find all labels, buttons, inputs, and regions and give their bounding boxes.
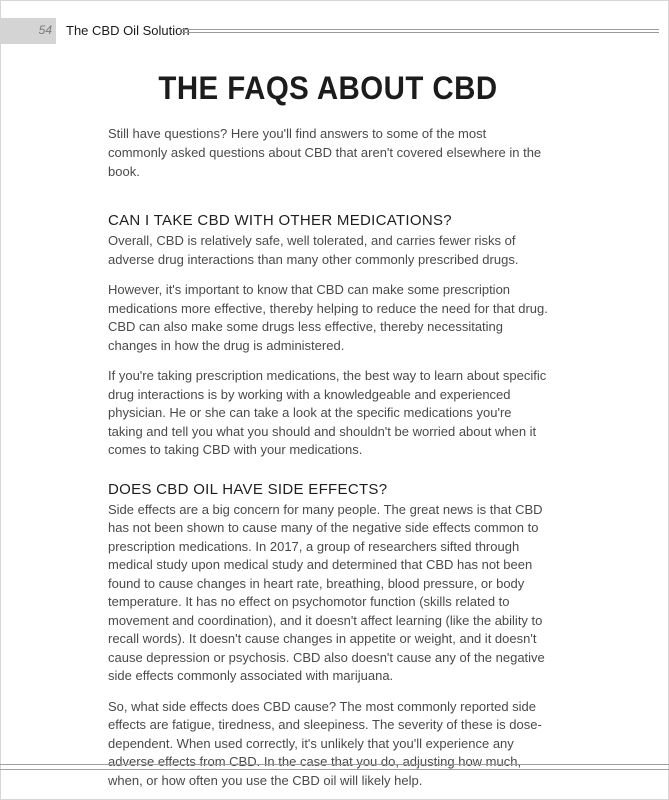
header-rule (180, 29, 659, 33)
paragraph: However, it's important to know that CBD can make some prescription medications more effective, thereby helping to reduce the need for that drug. CBD can also make some drugs less effective, thereby necessitating changes in how the drug is administered. (108, 282, 548, 353)
paragraph: If you're taking prescription medications, the best way to learn about specific drug interactions is by working with a knowledgeable and experienced physician. He or she can take a look at the specific medications you're taking and tell you what you should and shouldn't be worried about when it comes to taking CBD with your medications. (108, 368, 547, 457)
footer-rule (0, 764, 669, 770)
paragraph: Side effects are a big concern for many people. The great news is that CBD has not been shown to cause many of the negative side effects common to prescription medications. In 2017, a group of researchers sifted through medical study upon medical study and determined that CBD has not been found to cause changes in heart rate, breathing, blood pressure, or body temperature. It has no effect on psychomotor function (skills related to movement and coordination), and it doesn't affect learning (like the ability to recall words). It doesn't cause changes in appetite or weight, and it doesn't cause depression or psychosis. CBD also doesn't cause any of the negative side effects commonly associated with marijuana. (108, 501, 545, 683)
paragraph: So, what side effects does CBD cause? The most commonly reported side effects are fatigue, tiredness, and sleepiness. The severity of these is dose-dependent. When used correctly, it's unlikely that you'll experience any adverse effects from CBD. In the case that you do, adjusting how much, when, or how often you use the CBD oil will likely help. (108, 698, 542, 788)
page-number: 54 (38, 23, 52, 37)
book-title: The CBD Oil Solution (66, 23, 190, 38)
running-header (0, 18, 669, 44)
section-heading-medications: CAN I TAKE CBD WITH OTHER MEDICATIONS? (108, 212, 452, 229)
section-heading-side-effects: DOES CBD OIL HAVE SIDE EFFECTS? (108, 480, 388, 498)
page-title: THE FAQS ABOUT CBD (158, 70, 498, 106)
page-content (108, 64, 548, 790)
intro-paragraph: Still have questions? Here you'll find answers to some of the most commonly asked questions about CBD that aren't covered elsewhere in the book. (108, 126, 542, 179)
page-number-tab (0, 18, 56, 44)
paragraph: Overall, CBD is relatively safe, well tolerated, and carries fewer risks of adverse drug interactions than many other commonly prescribed drugs. (108, 233, 519, 267)
